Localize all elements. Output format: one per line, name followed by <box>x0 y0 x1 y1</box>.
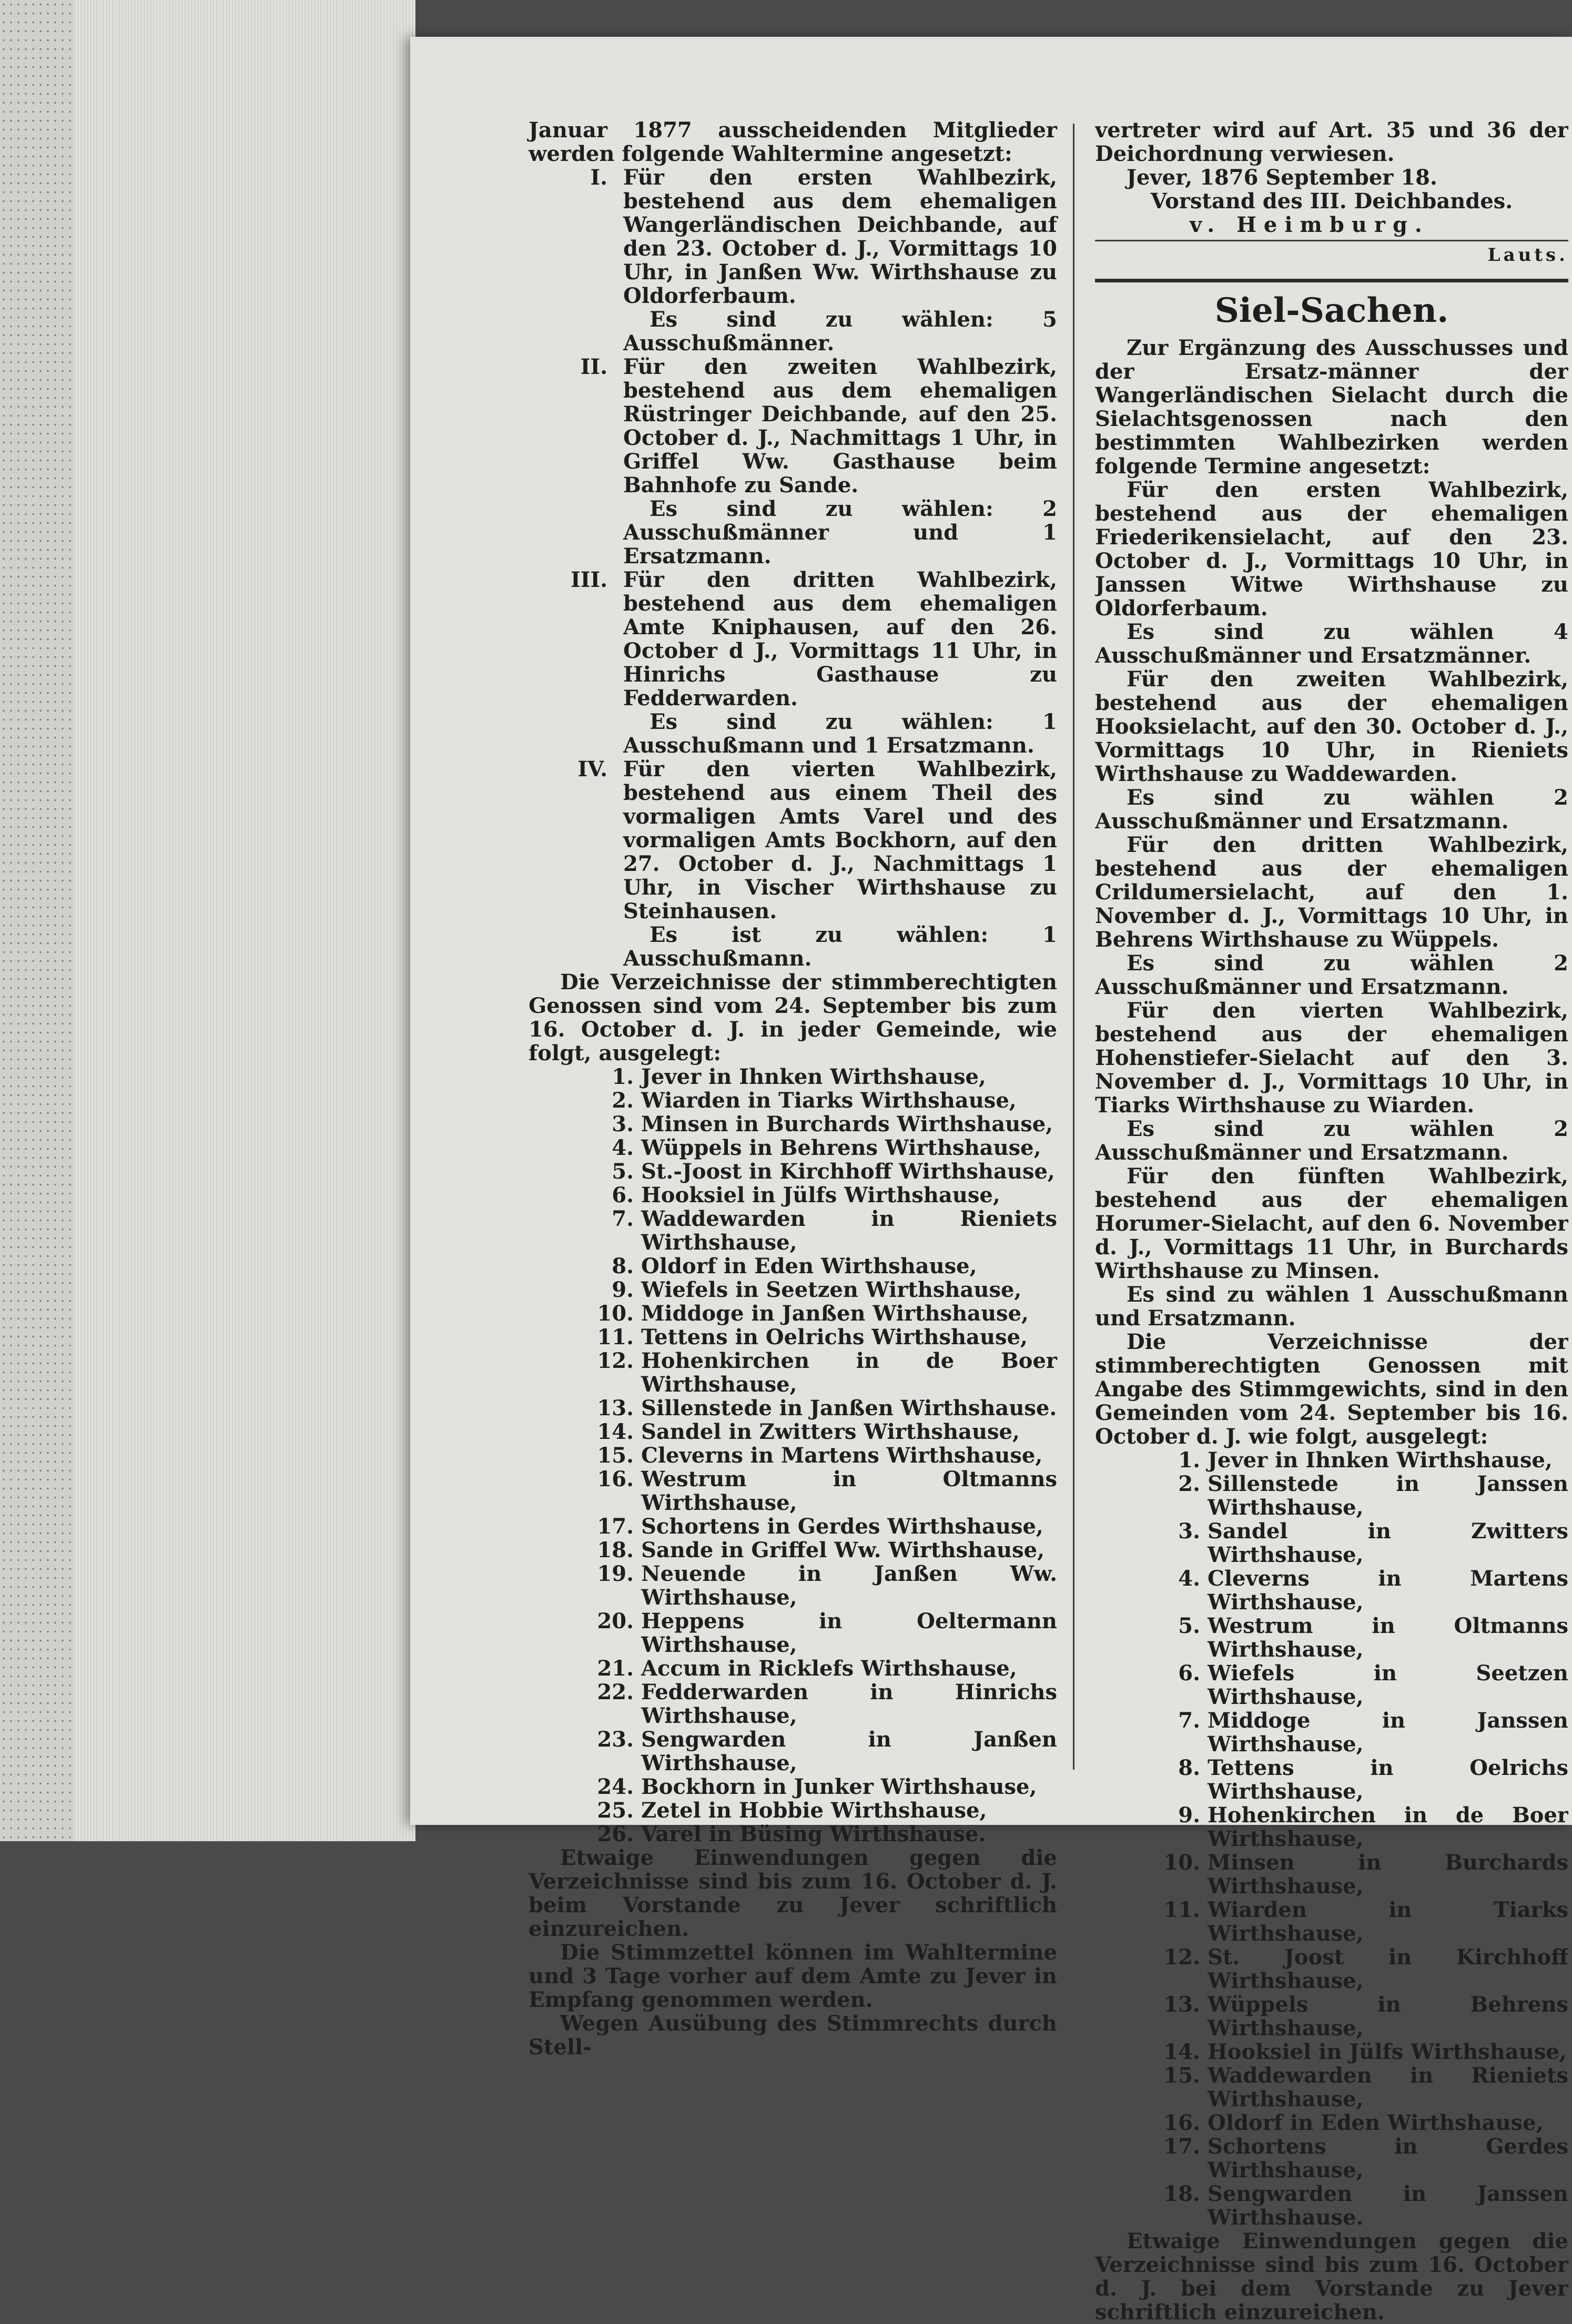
list-item <box>1095 1898 1568 1945</box>
list-item-text: Westrum in Oltmanns Wirthshause, <box>1208 1613 1568 1662</box>
section-text: Für den ersten Wahlbezirk, bestehend aus dem ehemaligen Wangerländischen Deichbande, auf den 23. October d. J., Vormittags 10 Uhr, in Janßen Ww. Wirthshause zu Oldorferbaum. <box>623 165 1057 308</box>
list-item-number: 8. <box>1178 1755 1200 1780</box>
list-item-text: Middoge in Janssen Wirthshause, <box>1208 1708 1568 1757</box>
list-item-number: 15. <box>1163 2063 1200 2088</box>
list-item <box>529 1325 1057 1349</box>
list-item-number: 6. <box>1178 1661 1200 1686</box>
list-item-number: 13. <box>597 1396 634 1420</box>
list-item-text: Sillenstede in Janßen Wirthshause. <box>641 1396 1057 1420</box>
list-item <box>1095 1448 1568 1472</box>
list-item <box>529 1160 1057 1183</box>
list-item <box>529 1515 1057 1538</box>
list-item-text: St.-Joost in Kirchhoff Wirthshause, <box>641 1159 1055 1184</box>
list-item-text: Schortens in Gerdes Wirthshause, <box>641 1514 1043 1539</box>
list-item-text: Minsen in Burchards Wirthshause, <box>1208 1850 1568 1899</box>
objections-text: Etwaige Einwendungen gegen die Verzeichnisse sind bis zum 16. October d. J. beim Vorstande zu Jever schriftlich einzureichen. <box>529 1845 1057 1941</box>
list-item-text: Sengwarden in Janßen Wirthshause, <box>641 1727 1057 1775</box>
list-item-number: 10. <box>597 1301 634 1326</box>
siel-paragraph: Es sind zu wählen 2 Ausschußmänner und Ersatzmann. <box>1095 785 1568 834</box>
list-item-text: Hooksiel in Jülfs Wirthshause, <box>1208 2039 1567 2064</box>
list-item-text: Tettens in Oelrichs Wirthshause, <box>1208 1755 1568 1804</box>
list-item-text: Hohenkirchen in de Boer Wirthshause, <box>641 1348 1057 1397</box>
list-item <box>1095 1519 1568 1567</box>
section-seats: Es sind zu wählen: 5 Ausschußmänner. <box>623 307 1057 356</box>
column-divider <box>1073 124 1074 1770</box>
list-item-number: 26. <box>597 1822 634 1846</box>
election-section-4 <box>529 757 1057 923</box>
list-item-text: Wiarden in Tiarks Wirthshause, <box>1208 1897 1568 1946</box>
list-item-number: 16. <box>597 1467 634 1491</box>
list-item-number: 12. <box>1163 1945 1200 1970</box>
list-item-text: Bockhorn in Junker Wirthshause, <box>641 1774 1037 1799</box>
list-item-text: Sillenstede in Janssen Wirthshause, <box>1208 1471 1568 1520</box>
list-item <box>1095 1993 1568 2040</box>
list-item-text: Waddewarden in Rieniets Wirthshause, <box>1208 2063 1568 2112</box>
list-item <box>529 1680 1057 1728</box>
list-item <box>1095 2040 1568 2064</box>
list-item <box>529 1136 1057 1160</box>
list-item-number: 5. <box>612 1159 634 1184</box>
list-item-text: Cleverns in Martens Wirthshause, <box>1208 1566 1568 1615</box>
siel-paragraphs <box>1095 478 1568 1330</box>
section-seats: Es sind zu wählen: 1 Ausschußmann und 1 Ersatzmann. <box>623 709 1057 758</box>
section-number: IV. <box>577 757 607 782</box>
list-item <box>1095 1851 1568 1898</box>
list-item-text: Heppens in Oeltermann Wirthshause, <box>641 1609 1057 1657</box>
list-item <box>529 1278 1057 1302</box>
list-item <box>529 1065 1057 1089</box>
list-intro: Die Verzeichnisse der stimmberechtigten Genossen sind vom 24. September bis zum 16. October d. J. in jeder Gemeinde, wie folgt, ausgelegt: <box>529 970 1057 1065</box>
list-item-text: Wüppels in Behrens Wirthshause, <box>1208 1992 1568 2041</box>
list-item-text: Sandel in Zwitters Wirthshause, <box>1208 1519 1568 1567</box>
section-text: Für den vierten Wahlbezirk, bestehend aus einem Theil des vormaligen Amts Varel und des vormaligen Amts Bockhorn, auf den 27. October d. J., Nachmittags 1 Uhr, in Vischer Wirthshause zu Steinhausen. <box>623 757 1057 923</box>
list-item-number: 15. <box>597 1443 634 1468</box>
list-item-text: Waddewarden in Rieniets Wirthshause, <box>641 1206 1057 1255</box>
list-item <box>529 1775 1057 1799</box>
list-item-text: Jever in Ihnken Wirthshause, <box>1208 1448 1553 1473</box>
list-item-number: 7. <box>612 1206 634 1231</box>
list-item-number: 9. <box>612 1277 634 1302</box>
list-item-text: Sande in Griffel Ww. Wirthshause, <box>641 1538 1044 1562</box>
list-item-text: Tettens in Oelrichs Wirthshause, <box>641 1325 1028 1349</box>
board-name: Vorstand des III. Deichbandes. <box>1150 189 1513 214</box>
list-item-number: 3. <box>612 1112 634 1136</box>
list-item <box>529 1254 1057 1278</box>
siel-paragraph: Für den fünften Wahlbezirk, bestehend aus der ehemaligen Horumer-Sielacht, auf den 6. November d. J., Vormittags 11 Uhr, in Burchards Wirthshause zu Minsen. <box>1095 1164 1568 1283</box>
list-item-number: 25. <box>597 1798 634 1823</box>
list-intro: Die Verzeichnisse der stimmberechtigten Genossen mit Angabe des Stimmgewichts, sind in den Gemeinden vom 24. September bis 16. October d. J. wie folgt, ausgelegt: <box>1095 1330 1568 1449</box>
list-item-text: Wiefels in Seetzen Wirthshause, <box>641 1277 1022 1302</box>
election-section-1 <box>529 166 1057 308</box>
list-item-number: 1. <box>1178 1448 1200 1473</box>
list-item <box>529 1467 1057 1515</box>
signer-name: Lauts. <box>1095 240 1568 267</box>
list-item-number: 5. <box>1178 1613 1200 1638</box>
siel-paragraph: Es sind zu wählen 2 Ausschußmänner und Ersatzmann. <box>1095 951 1568 999</box>
notice-date: Jever, 1876 September 18. <box>1127 165 1437 190</box>
list-item-number: 19. <box>597 1561 634 1586</box>
list-item <box>1095 1472 1568 1519</box>
list-item <box>529 1562 1057 1609</box>
list-item-text: Minsen in Burchards Wirthshause, <box>641 1112 1053 1136</box>
intro-text: Januar 1877 ausscheidenden Mitglieder werden folgende Wahltermine angesetzt: <box>529 118 1057 166</box>
list-item-number: 2. <box>1178 1471 1200 1496</box>
list-item-text: St. Joost in Kirchhoff Wirthshause, <box>1208 1945 1568 1993</box>
list-item-number: 20. <box>597 1609 634 1633</box>
list-item-number: 18. <box>1163 2181 1200 2206</box>
section-seats: Es ist zu wählen: 1 Ausschußmann. <box>623 922 1057 971</box>
list-item-text: Hohenkirchen in de Boer Wirthshause, <box>1208 1803 1568 1851</box>
list-item-number: 18. <box>597 1538 634 1562</box>
list-item <box>529 1207 1057 1254</box>
siel-paragraph: Es sind zu wählen 4 Ausschußmänner und Ersatzmänner. <box>1095 620 1568 668</box>
list-item-number: 10. <box>1163 1850 1200 1875</box>
list-item <box>529 1657 1057 1680</box>
list-item-text: Oldorf in Eden Wirthshause, <box>1208 2110 1544 2135</box>
list-item-text: Accum in Ricklefs Wirthshause, <box>641 1656 1017 1681</box>
list-item-text: Wiefels in Seetzen Wirthshause, <box>1208 1661 1568 1709</box>
section-number: III. <box>570 567 607 592</box>
siel-paragraph: Es sind zu wählen 2 Ausschußmänner und Ersatzmann. <box>1095 1117 1568 1165</box>
list-item-text: Cleverns in Martens Wirthshause, <box>641 1443 1043 1468</box>
list-item-text: Varel in Büsing Wirthshause. <box>641 1822 986 1846</box>
list-item-text: Jever in Ihnken Wirthshause, <box>641 1064 986 1089</box>
list-item-number: 14. <box>1163 2039 1200 2064</box>
right-column <box>1095 118 1568 2324</box>
list-item-text: Neuende in Janßen Ww. Wirthshause, <box>641 1561 1057 1610</box>
list-item <box>529 1728 1057 1775</box>
list-item-text: Middoge in Janßen Wirthshause, <box>641 1301 1029 1326</box>
list-item-text: Sandel in Zwitters Wirthshause, <box>641 1419 1020 1444</box>
section-title: Siel-Sachen. <box>1214 291 1449 330</box>
list-item-number: 7. <box>1178 1708 1200 1733</box>
list-item-number: 4. <box>1178 1566 1200 1591</box>
list-item <box>529 1822 1057 1846</box>
list-item-number: 17. <box>597 1514 634 1539</box>
list-item-number: 1. <box>612 1064 634 1089</box>
list-item <box>1095 1661 1568 1709</box>
list-item-number: 11. <box>1163 1897 1200 1922</box>
list-item <box>1095 1803 1568 1851</box>
list-item-number: 12. <box>597 1348 634 1373</box>
list-item <box>1095 1756 1568 1803</box>
siel-paragraph: Für den dritten Wahlbezirk, bestehend aus der ehemaligen Crildumersielacht, auf den 1. November d. J., Vormittags 10 Uhr, in Behrens Wirthshause zu Wüppels. <box>1095 833 1568 952</box>
list-item-text: Wüppels in Behrens Wirthshause, <box>641 1135 1041 1160</box>
list-item-number: 24. <box>597 1774 634 1799</box>
list-item-number: 14. <box>597 1419 634 1444</box>
list-item-number: 23. <box>597 1727 634 1752</box>
list-item <box>529 1183 1057 1207</box>
voter-list-locations <box>529 1065 1057 1846</box>
list-item <box>1095 2182 1568 2229</box>
section-rule <box>1095 279 1568 282</box>
list-item-text: Westrum in Oltmanns Wirthshause, <box>641 1467 1057 1515</box>
continuation-text: vertreter wird auf Art. 35 und 36 der Deichordnung verwiesen. <box>1095 118 1568 166</box>
list-item-number: 16. <box>1163 2110 1200 2135</box>
list-item-number: 6. <box>612 1183 634 1207</box>
list-item-text: Zetel in Hobbie Wirthshause, <box>641 1798 987 1823</box>
list-item <box>1095 2135 1568 2182</box>
left-column <box>529 118 1057 2059</box>
ballots-text: Die Stimmzettel können im Wahltermine und 3 Tage vorher auf dem Amte zu Jever in Empfang genommen werden. <box>529 1940 1057 2012</box>
list-item-number: 8. <box>612 1254 634 1278</box>
section-number: I. <box>590 165 607 190</box>
list-item-number: 4. <box>612 1135 634 1160</box>
section-seats: Es sind zu wählen: 2 Ausschußmänner und 1 Ersatzmann. <box>623 496 1057 569</box>
section-text: Für den dritten Wahlbezirk, bestehend aus dem ehemaligen Amte Kniphausen, auf den 26. October d J., Vormittags 11 Uhr, in Hinrichs Gasthause zu Fedderwarden. <box>623 567 1057 711</box>
list-item <box>1095 1614 1568 1661</box>
list-item-number: 3. <box>1178 1519 1200 1544</box>
list-item-number: 22. <box>597 1680 634 1704</box>
section-number: II. <box>580 354 607 379</box>
book-page-edges <box>0 0 415 1841</box>
list-item-text: Fedderwarden in Hinrichs Wirthshause, <box>641 1680 1057 1728</box>
list-item <box>529 1538 1057 1562</box>
list-item <box>1095 2064 1568 2111</box>
document-page <box>410 37 1572 2324</box>
list-item <box>529 1444 1057 1467</box>
election-section-3 <box>529 568 1057 710</box>
list-item-text: Oldorf in Eden Wirthshause, <box>641 1254 977 1278</box>
list-item <box>529 1799 1057 1822</box>
list-item-text: Schortens in Gerdes Wirthshause, <box>1208 2134 1568 2183</box>
signature: v. Heimburg. <box>1190 212 1429 237</box>
proxy-text: Wegen Ausübung des Stimmrechts durch Stell- <box>529 2011 1057 2059</box>
section-text: Für den zweiten Wahlbezirk, bestehend aus dem ehemaligen Rüstringer Deichbande, auf den 25. October d. J., Nachmittags 1 Uhr, in Griffel Ww. Gasthause beim Bahnhofe zu Sande. <box>623 354 1057 498</box>
list-item <box>529 1112 1057 1136</box>
list-item <box>529 1089 1057 1112</box>
list-item <box>1095 1567 1568 1614</box>
list-item <box>1095 1709 1568 1756</box>
list-item-number: 2. <box>612 1088 634 1113</box>
siel-paragraph: Für den ersten Wahlbezirk, bestehend aus der ehemaligen Friederikensielacht, auf den 23. October d. J., Vormittags 10 Uhr, in Janssen Witwe Wirthshause zu Oldorferbaum. <box>1095 478 1568 621</box>
list-item <box>529 1302 1057 1325</box>
siel-intro: Zur Ergänzung des Ausschusses und der Ersatz-männer der Wangerländischen Sielacht durch die Sielachtsgenossen nach den bestimmten Wahlbezirken werden folgende Termine angesetzt: <box>1095 336 1568 479</box>
list-item <box>529 1396 1057 1420</box>
list-item <box>1095 2111 1568 2135</box>
list-item <box>1095 1945 1568 1993</box>
election-section-2 <box>529 355 1057 497</box>
siel-voter-list-locations <box>1095 1448 1568 2229</box>
list-item-text: Hooksiel in Jülfs Wirthshause, <box>641 1183 1000 1207</box>
objections-text: Etwaige Einwendungen gegen die Verzeichnisse sind bis zum 16. October d. J. bei dem Vorstande zu Jever schriftlich einzureichen. <box>1095 2229 1568 2324</box>
list-item-text: Sengwarden in Janssen Wirthshause. <box>1208 2181 1568 2230</box>
list-item-number: 21. <box>597 1656 634 1681</box>
list-item <box>529 1609 1057 1657</box>
list-item-number: 11. <box>597 1325 634 1349</box>
list-item-number: 13. <box>1163 1992 1200 2017</box>
siel-paragraph: Für den vierten Wahlbezirk, bestehend aus der ehemaligen Hohenstiefer-Sielacht auf den 3. November d. J., Vormittags 10 Uhr, in Tiarks Wirthshause zu Wiarden. <box>1095 998 1568 1118</box>
siel-paragraph: Für den zweiten Wahlbezirk, bestehend aus der ehemaligen Hooksielacht, auf den 30. October d. J., Vormittags 10 Uhr, in Rieniets Wirthshause zu Waddewarden. <box>1095 667 1568 786</box>
list-item <box>529 1349 1057 1396</box>
list-item <box>529 1420 1057 1444</box>
siel-paragraph: Es sind zu wählen 1 Ausschußmann und Ersatzmann. <box>1095 1282 1568 1331</box>
list-item-text: Wiarden in Tiarks Wirthshause, <box>641 1088 1017 1113</box>
list-item-number: 9. <box>1178 1803 1200 1828</box>
list-item-number: 17. <box>1163 2134 1200 2159</box>
